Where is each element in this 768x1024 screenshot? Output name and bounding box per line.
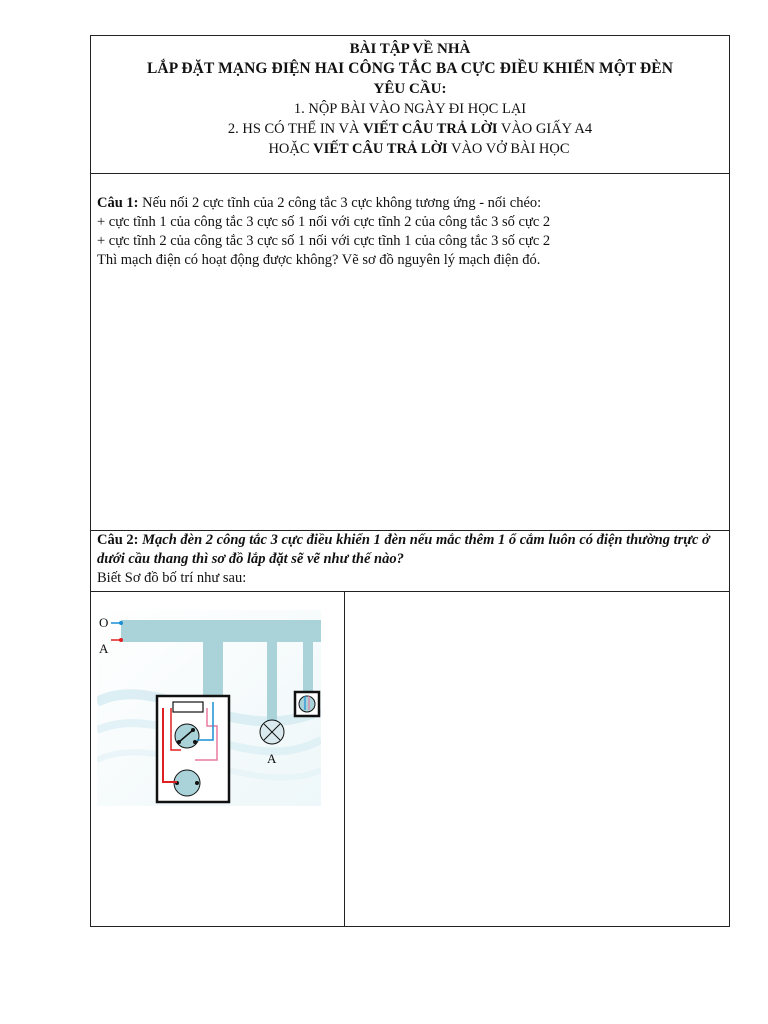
terminal-a-label: A	[99, 641, 109, 656]
question-1-section	[91, 174, 729, 531]
requirement-3-prefix: HOẶC	[268, 141, 314, 157]
requirement-3-suffix: VÀO VỞ BÀI HỌC	[447, 141, 570, 157]
header-section	[91, 36, 729, 174]
question-2-text: Mạch đèn 2 công tắc 3 cực điều khiển 1 đèn nếu mắc thêm 1 ổ cắm luôn có điện thường trực ở dưới cầu thang thì sơ đồ lắp đặt sẽ vẽ như thế nào?	[97, 532, 710, 567]
requirement-2	[91, 119, 729, 139]
homework-sheet	[90, 35, 730, 927]
requirement-2-prefix: 2. HS CÓ THỂ IN VÀ	[227, 121, 364, 137]
question-2-section	[91, 531, 729, 592]
sheet-title: BÀI TẬP VỀ NHÀ	[349, 41, 471, 57]
answer-table	[91, 592, 729, 926]
layout-diagram-cell	[91, 592, 345, 926]
lamp-wire-duct	[267, 642, 277, 724]
requirement-3	[91, 139, 729, 159]
requirement-2-suffix: VÀO GIẤY A4	[497, 121, 593, 137]
question-1-line-2: + cực tĩnh 2 của công tắc 3 cực số 1 nối với cực tĩnh 1 của công tắc 3 số cực 2	[97, 233, 551, 249]
main-wire-duct	[121, 620, 321, 642]
question-1-line-3: Thì mạch điện có hoạt động được không? Vẽ sơ đồ nguyên lý mạch điện đó.	[97, 252, 541, 268]
requirement-1: 1. NỘP BÀI VÀO NGÀY ĐI HỌC LẠI	[293, 101, 527, 117]
socket-pin-icon	[195, 781, 199, 785]
upper-switch-icon	[299, 696, 315, 712]
question-1-label: Câu 1:	[97, 195, 139, 211]
switch-wire-duct	[203, 642, 223, 702]
switch-contact-icon	[191, 728, 195, 732]
question-1-intro	[97, 194, 729, 213]
phase-terminal-icon	[119, 638, 123, 642]
socket-wire-duct	[303, 642, 313, 698]
lamp-label: A	[267, 751, 277, 766]
requirement-2-bold: VIẾT CÂU TRẢ LỜI	[363, 121, 498, 137]
neutral-terminal-icon	[119, 621, 123, 625]
wiring-layout-diagram	[97, 610, 321, 806]
requirements-label: YÊU CẦU:	[373, 81, 447, 97]
question-2-label: Câu 2:	[97, 532, 139, 548]
switch-contact-icon	[193, 740, 197, 744]
question-1-intro-text: Nếu nối 2 cực tĩnh của 2 công tắc 3 cực không tương ứng - nối chéo:	[138, 195, 542, 211]
requirement-3-bold: VIẾT CÂU TRẢ LỜI	[313, 141, 448, 157]
answer-cell	[345, 592, 729, 926]
question-1-line-1: + cực tĩnh 1 của công tắc 3 cực số 1 nối với cực tĩnh 2 của công tắc 3 số cực 2	[97, 214, 551, 230]
fuse-icon	[173, 702, 203, 712]
question-2-prompt	[97, 531, 729, 569]
sheet-subtitle: LẮP ĐẶT MẠNG ĐIỆN HAI CÔNG TẮC BA CỰC ĐIỀU KHIỂN MỘT ĐÈN	[146, 60, 674, 77]
switch-pivot-icon	[177, 740, 181, 744]
terminal-o-label: O	[99, 615, 109, 630]
question-2-note: Biết Sơ đồ bố trí như sau:	[97, 570, 247, 586]
